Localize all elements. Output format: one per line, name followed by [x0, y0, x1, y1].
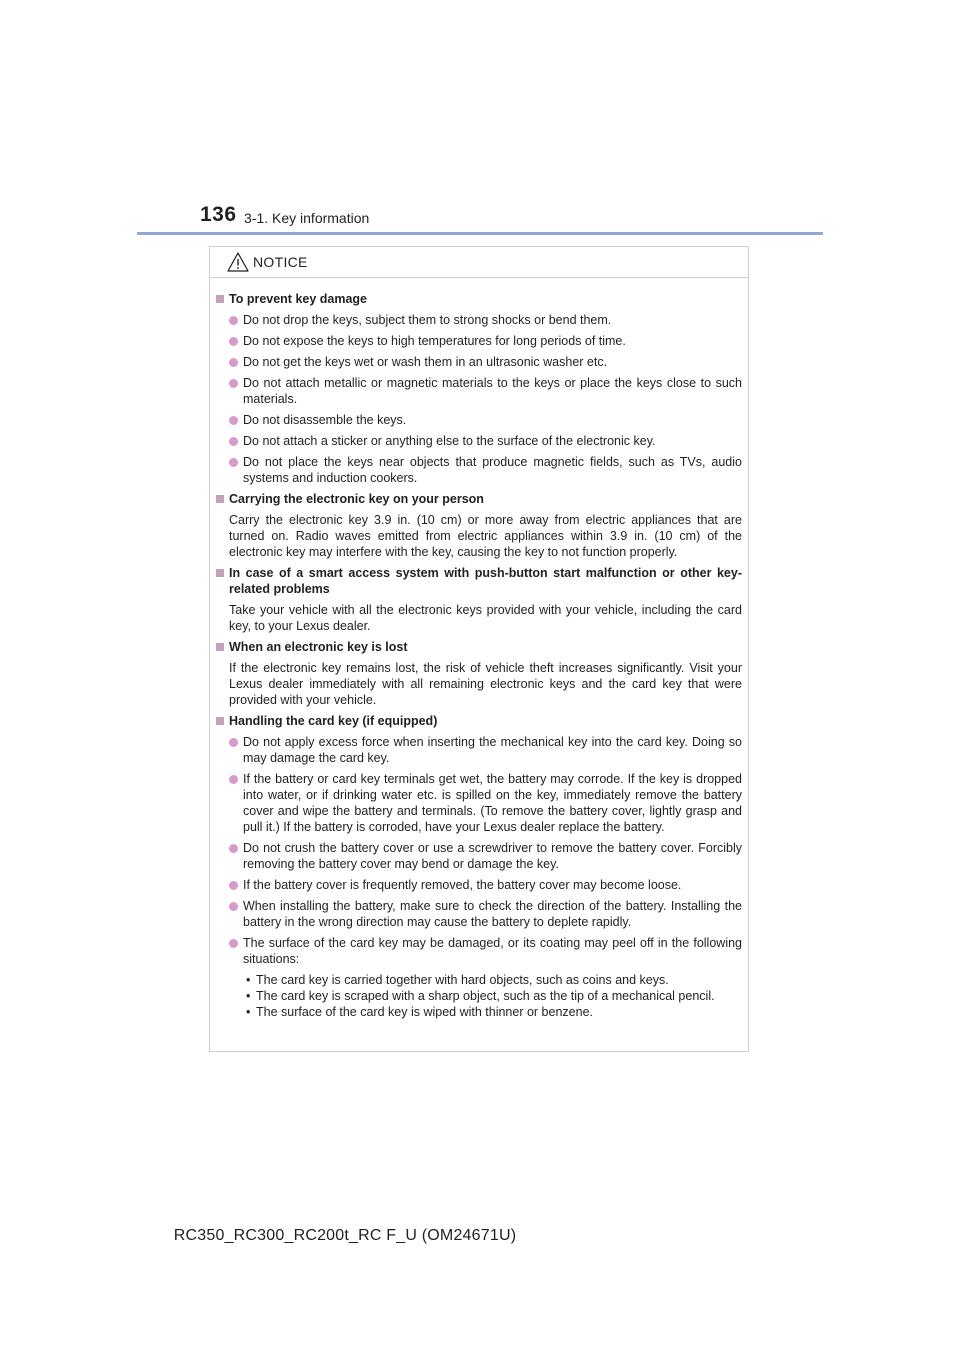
- bullet-dot-icon: [229, 939, 238, 948]
- list-item: If the battery or card key terminals get wet, the battery may corrode. If the key is dropped into water, or if drinking water etc. is spilled on the key, immediately remove the battery cover and wipe the battery and terminals. (To remove the battery cover, lightly grasp and pull it.) If the battery is corroded, have your Lexus dealer replace the battery.: [216, 771, 742, 835]
- sub-list-item: • The card key is carried together with hard objects, such as coins and keys.: [246, 973, 669, 987]
- bullet-dot-icon: [229, 379, 238, 388]
- section-text: If the electronic key remains lost, the risk of vehicle theft increases significantly. Visit your Lexus dealer immediately with all remaining electronic keys and the card key that were provided with your vehicle.: [229, 661, 742, 707]
- list-item: Do not crush the battery cover or use a screwdriver to remove the battery cover. Forcibly removing the battery cover may bend or damage the key.: [216, 840, 742, 872]
- header-rule: [137, 232, 823, 235]
- bullet-dot-icon: [229, 358, 238, 367]
- section-heading: To prevent key damage: [216, 291, 742, 307]
- bullet-dot-icon: [229, 881, 238, 890]
- heading-square-icon: [216, 295, 224, 303]
- list-item: When installing the battery, make sure to check the direction of the battery. Installing the battery in the wrong direction may cause the battery to deplete rapidly.: [216, 898, 742, 930]
- list-item: Do not place the keys near objects that produce magnetic fields, such as TVs, audio systems and induction cookers.: [216, 454, 742, 486]
- heading-square-icon: [216, 643, 224, 651]
- page-header: [0, 0, 960, 240]
- sub-list-item: • The card key is scraped with a sharp object, such as the tip of a mechanical pencil.: [246, 989, 715, 1003]
- list-item: Do not disassemble the keys.: [216, 412, 742, 428]
- list-item: Do not apply excess force when inserting the mechanical key into the card key. Doing so may damage the card key.: [216, 734, 742, 766]
- notice-box: [209, 246, 749, 1052]
- section-heading: In case of a smart access system with push-button start malfunction or other key-related problems: [216, 565, 742, 597]
- section-text: Carry the electronic key 3.9 in. (10 cm) or more away from electric appliances that are turned on. Radio waves emitted from electric appliances within 3.9 in. (10 cm) of the electronic key may interfere with the key, causing the key to not function properly.: [229, 513, 742, 559]
- section-heading: Carrying the electronic key on your person: [216, 491, 742, 507]
- heading-square-icon: [216, 717, 224, 725]
- list-item: Do not drop the keys, subject them to strong shocks or bend them.: [216, 312, 742, 328]
- section-text: Take your vehicle with all the electronic keys provided with your vehicle, including the card key, to your Lexus dealer.: [229, 603, 742, 633]
- warning-triangle-icon: [227, 252, 249, 272]
- bullet-dot-icon: [229, 316, 238, 325]
- page-number: 136: [200, 203, 237, 226]
- sub-list: [216, 972, 742, 1020]
- notice-body: [210, 278, 748, 1020]
- list-item: Do not expose the keys to high temperatures for long periods of time.: [216, 333, 742, 349]
- bullet-dot-icon: [229, 844, 238, 853]
- bullet-dot-icon: [229, 902, 238, 911]
- list-item: Do not get the keys wet or wash them in an ultrasonic washer etc.: [216, 354, 742, 370]
- section-heading: Handling the card key (if equipped): [216, 713, 742, 729]
- bullet-dot-icon: [229, 738, 238, 747]
- heading-square-icon: [216, 495, 224, 503]
- bullet-dot-icon: [229, 437, 238, 446]
- bullet-dot-icon: [229, 337, 238, 346]
- list-item: Do not attach metallic or magnetic materials to the keys or place the keys close to such materials.: [216, 375, 742, 407]
- notice-header: [210, 247, 748, 278]
- sub-list-item: • The surface of the card key is wiped with thinner or benzene.: [246, 1005, 593, 1019]
- model-code: RC350_RC300_RC200t_RC F_U (OM24671U): [173, 1227, 517, 1244]
- bullet-dot-icon: [229, 775, 238, 784]
- section-title: 3-1. Key information: [244, 210, 370, 226]
- list-item: Do not attach a sticker or anything else to the surface of the electronic key.: [216, 433, 742, 449]
- heading-square-icon: [216, 569, 224, 577]
- list-item: If the battery cover is frequently removed, the battery cover may become loose.: [216, 877, 742, 893]
- notice-label: NOTICE: [253, 254, 308, 270]
- page-footer: [0, 1227, 960, 1245]
- bullet-dot-icon: [229, 416, 238, 425]
- bullet-dot-icon: [229, 458, 238, 467]
- section-heading: When an electronic key is lost: [216, 639, 742, 655]
- list-item: The surface of the card key may be damaged, or its coating may peel off in the following situations:: [216, 935, 742, 967]
